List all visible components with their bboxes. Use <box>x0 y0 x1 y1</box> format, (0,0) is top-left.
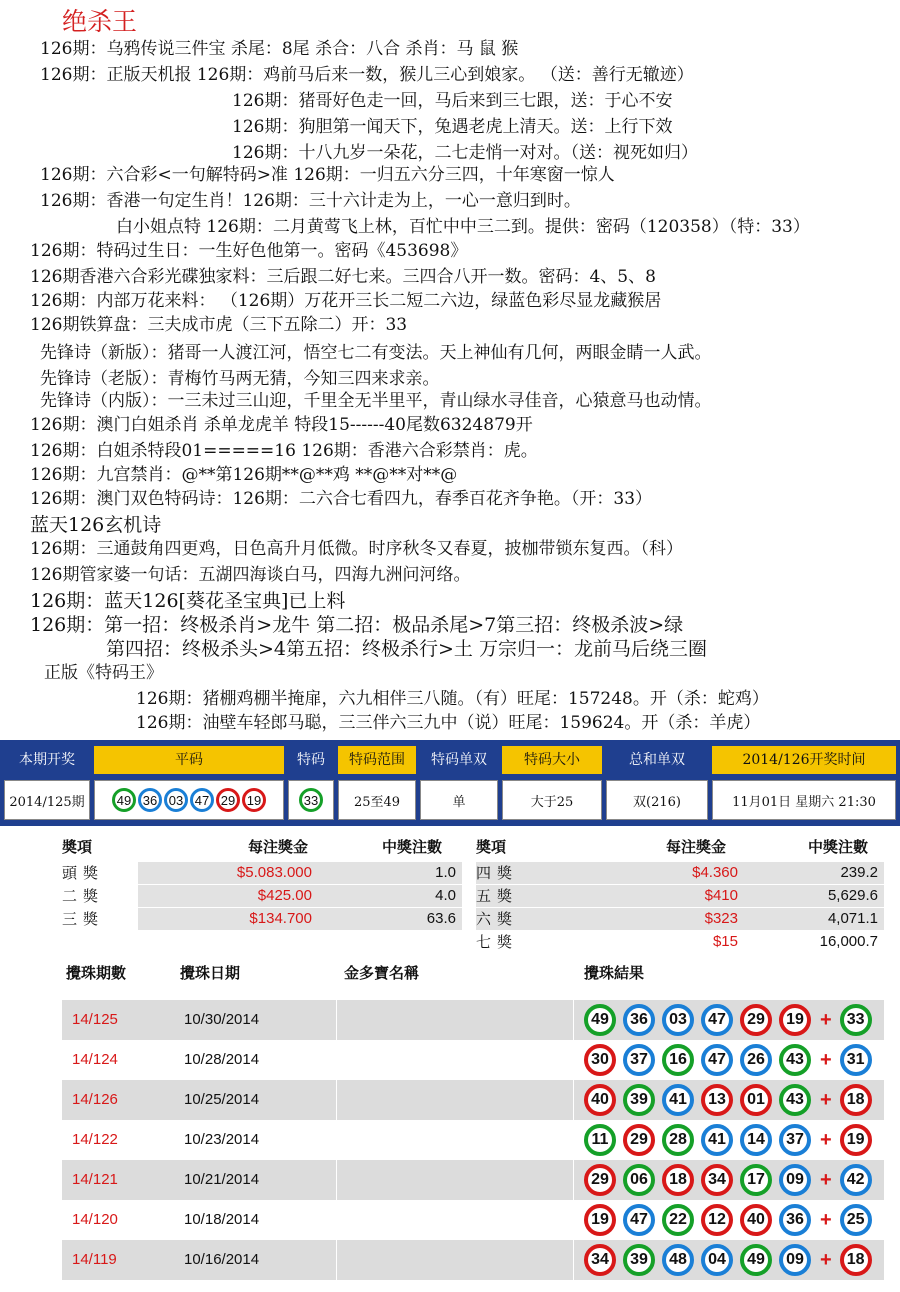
lottery-ball: 49 <box>112 788 136 812</box>
draw-row <box>62 1000 884 1040</box>
draw-name-cell <box>336 1160 574 1200</box>
lottery-ball: 39 <box>623 1084 655 1116</box>
current-period: 2014/125期 <box>4 780 90 820</box>
prediction-line: 先锋诗（内版）：一三未过三山迎，千里全无半里平，青山绿水寻佳音，心猿意马也动情。 <box>40 391 712 411</box>
lottery-ball: 18 <box>840 1084 872 1116</box>
prediction-line: 126期：六合彩<一句解特码>准 126期：一归五六分三四，十年寒窗一惊人 <box>40 165 615 185</box>
prize-name: 五獎 <box>476 887 519 905</box>
lottery-ball: 49 <box>584 1004 616 1036</box>
prize-amount: $5.083.000 <box>236 864 312 881</box>
prediction-line: 126期管家婆一句话：五湖四海谈白马，四海九洲问河络。 <box>30 565 471 585</box>
lottery-ball: 25 <box>840 1204 872 1236</box>
lottery-ball: 26 <box>740 1044 772 1076</box>
prize-name: 七獎 <box>476 933 519 951</box>
plus-sign: + <box>820 1088 832 1111</box>
lottery-ball: 17 <box>740 1164 772 1196</box>
draw-id: 14/124 <box>72 1051 118 1068</box>
lottery-ball: 34 <box>701 1164 733 1196</box>
prize-amount: $134.700 <box>249 910 312 927</box>
lottery-ball: 47 <box>190 788 214 812</box>
prize-name: 二獎 <box>62 887 105 905</box>
prediction-line: 126期：正版天机报 126期：鸡前马后来一数，猴儿三心到娘家。 （送：善行无辙迹） <box>40 65 694 85</box>
prediction-line: 126期：十八九岁一朵花，二七走悄一对对。（送：视死如归） <box>232 143 698 163</box>
draw-id: 14/126 <box>72 1091 118 1108</box>
prize-name: 四獎 <box>476 864 519 882</box>
prize-header-count: 中獎注數 <box>382 838 443 856</box>
draw-date: 10/23/2014 <box>184 1131 260 1148</box>
prize-row <box>476 885 884 907</box>
draw-row <box>62 1120 884 1160</box>
plus-sign: + <box>820 1048 832 1071</box>
draw-id: 14/119 <box>72 1251 117 1268</box>
lottery-ball: 37 <box>779 1124 811 1156</box>
draw-header-date: 攪珠日期 <box>180 964 241 982</box>
prize-amount: $323 <box>704 910 738 927</box>
prediction-line: 126期：内部万花来料： （126期）万花开三长二短二六边，绿蓝色彩尽显龙藏猴居 <box>30 291 662 311</box>
page-title: 绝杀王 <box>62 7 138 36</box>
lottery-ball: 40 <box>740 1204 772 1236</box>
lottery-ball: 43 <box>779 1044 811 1076</box>
draw-name-cell <box>336 1240 574 1280</box>
lottery-ball: 03 <box>662 1004 694 1036</box>
prize-row <box>476 908 884 930</box>
lottery-ball: 04 <box>701 1244 733 1276</box>
prize-header-amount: 每注獎金 <box>248 838 309 856</box>
prize-count: 5,629.6 <box>827 887 878 904</box>
prize-count: 1.0 <box>435 864 456 881</box>
lottery-ball: 30 <box>584 1044 616 1076</box>
lottery-ball: 16 <box>662 1044 694 1076</box>
draw-date: 10/21/2014 <box>184 1171 260 1188</box>
draw-row <box>62 1080 884 1120</box>
draw-result <box>584 1004 879 1036</box>
lottery-ball: 43 <box>779 1084 811 1116</box>
prediction-line: 126期：猪哥好色走一回，马后来到三七跟，送：于心不安 <box>232 91 673 111</box>
lottery-ball: 31 <box>840 1044 872 1076</box>
prediction-line: 126期：香港一句定生肖！126期：三十六计走为上，一心一意归到时。 <box>40 191 581 211</box>
draw-date: 10/25/2014 <box>184 1091 260 1108</box>
lottery-ball: 40 <box>584 1084 616 1116</box>
header-regular-numbers: 平码 <box>94 746 284 774</box>
prediction-line: 126期：蓝天126[葵花圣宝典]已上料 <box>30 590 346 612</box>
prediction-line: 126期：乌鸦传说三件宝 杀尾：8尾 杀合：八合 杀肖：马 鼠 猴 <box>40 39 519 59</box>
lottery-ball: 22 <box>662 1204 694 1236</box>
lottery-ball: 18 <box>662 1164 694 1196</box>
prize-name: 頭獎 <box>62 864 105 882</box>
prediction-line: 先锋诗（老版）：青梅竹马两无猜，今知三四来求亲。 <box>40 369 440 389</box>
draw-row <box>62 1160 884 1200</box>
prize-row <box>62 908 462 930</box>
prediction-line: 126期：澳门白姐杀肖 杀单龙虎羊 特段15------40尾数6324879开 <box>30 415 533 435</box>
prediction-line: 正版《特码王》 <box>44 663 163 683</box>
prediction-line: 白小姐点特 126期：二月黄莺飞上林，百忙中中三二到。提供：密码（120358）（特：33） <box>116 217 810 237</box>
lottery-ball: 12 <box>701 1204 733 1236</box>
lottery-ball: 42 <box>840 1164 872 1196</box>
lottery-ball: 33 <box>299 788 323 812</box>
draw-date: 10/18/2014 <box>184 1211 260 1228</box>
prize-count: 239.2 <box>840 864 878 881</box>
header-current-draw: 本期开奖 <box>4 746 90 774</box>
prize-header-item: 奬項 <box>62 838 93 856</box>
lottery-ball: 19 <box>840 1124 872 1156</box>
prediction-line: 先锋诗（新版）：猪哥一人渡江河，悟空七二有变法。天上神仙有几何，两眼金睛一人武。 <box>40 343 712 363</box>
draw-header-id: 攪珠期數 <box>66 964 127 982</box>
header-special-size: 特码大小 <box>502 746 602 774</box>
prize-header-item: 奬項 <box>476 838 507 856</box>
draw-id: 14/121 <box>72 1171 118 1188</box>
draw-date: 10/16/2014 <box>184 1251 260 1268</box>
prize-count: 4.0 <box>435 887 456 904</box>
lottery-ball: 36 <box>138 788 162 812</box>
prize-count: 63.6 <box>426 910 456 927</box>
prediction-line: 126期：猪棚鸡棚半掩扉，六九相伴三八随。（有）旺尾：157248。开（杀：蛇鸡） <box>136 689 769 709</box>
prediction-line: 126期铁算盘：三夫成市虎（三下五除二）开：33 <box>30 315 408 335</box>
plus-sign: + <box>820 1208 832 1231</box>
draw-date: 10/28/2014 <box>184 1051 260 1068</box>
prize-amount: $4.360 <box>692 864 738 881</box>
lottery-ball: 47 <box>701 1044 733 1076</box>
prediction-line: 126期：油壁车轻郎马聪，三三伴六三九中（说）旺尾：159624。开（杀：羊虎） <box>136 713 761 733</box>
prize-amount: $410 <box>704 887 738 904</box>
draw-id: 14/122 <box>72 1131 118 1148</box>
lottery-ball: 06 <box>623 1164 655 1196</box>
lottery-ball: 29 <box>623 1124 655 1156</box>
prediction-line: 126期：狗胆第一闻天下，兔遇老虎上清天。送：上行下效 <box>232 117 673 137</box>
lottery-ball: 13 <box>701 1084 733 1116</box>
special-number <box>288 780 334 820</box>
regular-numbers <box>94 780 284 820</box>
draw-row <box>62 1040 884 1080</box>
draw-row <box>62 1200 884 1240</box>
prediction-line: 蓝天126玄机诗 <box>30 514 162 536</box>
draw-header-name: 金多寶名稱 <box>344 964 420 982</box>
prediction-line: 126期：澳门双色特码诗：126期：二六合七看四九，春季百花齐争艳。（开：33） <box>30 489 653 509</box>
header-special-odd-even: 特码单双 <box>420 746 498 774</box>
special-size: 大于25 <box>502 780 602 820</box>
prize-header-amount: 每注獎金 <box>666 838 727 856</box>
lottery-ball: 36 <box>779 1204 811 1236</box>
header-next-draw-time: 2014/126开奖时间 <box>712 746 896 774</box>
result-ribbon <box>0 740 900 826</box>
draw-result <box>584 1044 879 1076</box>
lottery-ball: 19 <box>584 1204 616 1236</box>
lottery-ball: 29 <box>584 1164 616 1196</box>
prize-amount: $425.00 <box>257 887 312 904</box>
lottery-ball: 41 <box>662 1084 694 1116</box>
lottery-ball: 03 <box>164 788 188 812</box>
prize-count: 4,071.1 <box>827 910 878 927</box>
lottery-ball: 19 <box>242 788 266 812</box>
draw-name-cell <box>336 1120 574 1160</box>
lottery-ball: 33 <box>840 1004 872 1036</box>
special-odd-even: 单 <box>420 780 498 820</box>
lottery-ball: 29 <box>216 788 240 812</box>
lottery-ball: 47 <box>701 1004 733 1036</box>
draw-name-cell <box>336 1000 574 1040</box>
prediction-line: 126期：第一招：终极杀肖>龙牛 第二招：极品杀尾>7第三招：终极杀波>绿 <box>30 614 684 636</box>
plus-sign: + <box>820 1008 832 1031</box>
lottery-ball: 09 <box>779 1244 811 1276</box>
draw-result <box>584 1204 879 1236</box>
draw-result <box>584 1084 879 1116</box>
header-special-number: 特码 <box>288 746 334 774</box>
lottery-ball: 49 <box>740 1244 772 1276</box>
lottery-ball: 11 <box>584 1124 616 1156</box>
special-range: 25至49 <box>338 780 416 820</box>
lottery-ball: 39 <box>623 1244 655 1276</box>
prize-name: 三獎 <box>62 910 105 928</box>
plus-sign: + <box>820 1128 832 1151</box>
header-special-range: 特码范围 <box>338 746 416 774</box>
draw-name-cell <box>336 1080 574 1120</box>
lottery-ball: 14 <box>740 1124 772 1156</box>
draw-date: 10/30/2014 <box>184 1011 260 1028</box>
draw-header-result: 攪珠結果 <box>584 964 645 982</box>
draw-id: 14/125 <box>72 1011 118 1028</box>
prediction-line: 126期：九宫禁肖：@**第126期**@**鸡 **@**对**@ <box>30 465 458 485</box>
lottery-ball: 18 <box>840 1244 872 1276</box>
prize-header-count: 中獎注數 <box>808 838 869 856</box>
lottery-ball: 01 <box>740 1084 772 1116</box>
prediction-line: 第四招：终极杀头>4第五招：终极杀行>土 万宗归一：龙前马后绕三圈 <box>106 638 707 660</box>
prize-name: 六獎 <box>476 910 519 928</box>
lottery-ball: 34 <box>584 1244 616 1276</box>
plus-sign: + <box>820 1248 832 1271</box>
prediction-line: 126期：白姐杀特段01=====16 126期：香港六合彩禁肖：虎。 <box>30 441 538 461</box>
prediction-line: 126期：三通鼓角四更鸡，日色高升月低微。时序秋冬又春夏，披枷带锁东复西。（科） <box>30 539 683 559</box>
sum-odd-even: 双(216) <box>606 780 708 820</box>
prize-row <box>62 885 462 907</box>
plus-sign: + <box>820 1168 832 1191</box>
lottery-ball: 47 <box>623 1204 655 1236</box>
prize-count: 16,000.7 <box>819 933 878 950</box>
prize-row <box>476 931 884 953</box>
prize-row <box>476 862 884 884</box>
lottery-ball: 37 <box>623 1044 655 1076</box>
draw-result <box>584 1164 879 1196</box>
prediction-line: 126期：特码过生日：一生好色他第一。密码《453698》 <box>30 241 468 261</box>
prize-row <box>62 862 462 884</box>
lottery-ball: 09 <box>779 1164 811 1196</box>
prediction-line: 126期香港六合彩光碟独家料：三后跟二好七来。三四合八开一数。密码：4、5、8 <box>30 267 656 287</box>
lottery-ball: 19 <box>779 1004 811 1036</box>
draw-id: 14/120 <box>72 1211 118 1228</box>
draw-result <box>584 1244 879 1276</box>
next-draw-time: 11月01日 星期六 21:30 <box>712 780 896 820</box>
draw-result <box>584 1124 879 1156</box>
prize-amount: $15 <box>712 933 738 950</box>
lottery-ball: 28 <box>662 1124 694 1156</box>
draw-name-cell <box>336 1200 574 1240</box>
lottery-ball: 48 <box>662 1244 694 1276</box>
header-sum-odd-even: 总和单双 <box>606 746 708 774</box>
lottery-ball: 41 <box>701 1124 733 1156</box>
draw-row <box>62 1240 884 1280</box>
draw-name-cell <box>336 1040 574 1080</box>
lottery-ball: 29 <box>740 1004 772 1036</box>
lottery-ball: 36 <box>623 1004 655 1036</box>
